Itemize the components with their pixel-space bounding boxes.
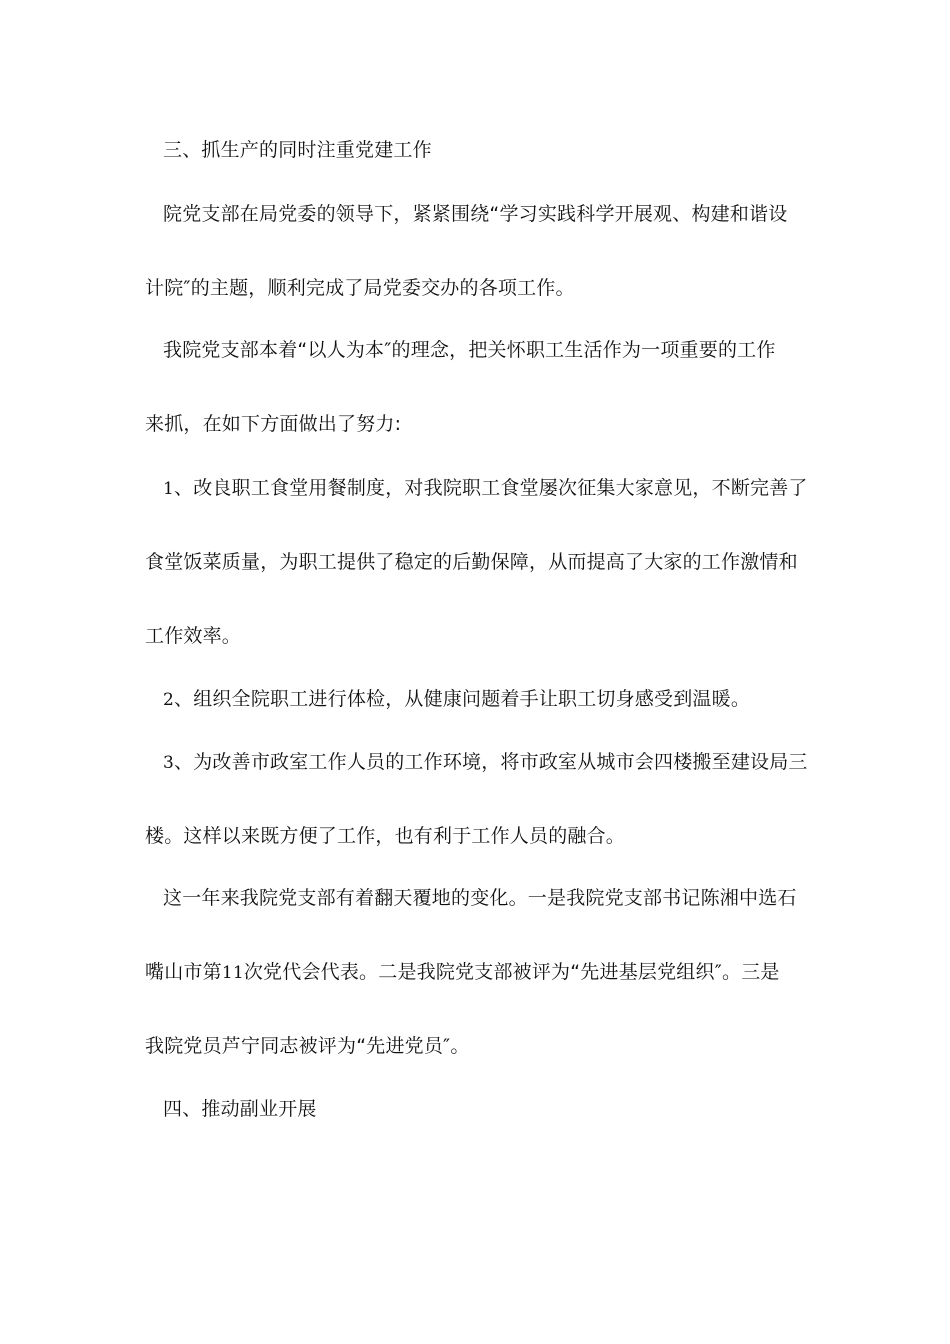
list-item-3-line-1 xyxy=(163,750,843,775)
list-item-1-line-1 xyxy=(163,476,843,501)
list-item-1-text: 、改良职工食堂用餐制度，对我院职工食堂屡次征集大家意见，不断完善了 xyxy=(174,477,808,499)
paragraph-3-line-2-number: 11 xyxy=(221,963,244,983)
paragraph-1-line-1: 院党支部在局党委的领导下，紧紧围绕“学习实践科学开展观、构建和谐设 xyxy=(163,203,788,225)
list-item-3-number: 3 xyxy=(163,753,175,773)
section-heading-4: 四、推动副业开展 xyxy=(163,1098,317,1120)
list-item-2-text: 、组织全院职工进行体检，从健康问题着手让职工切身感受到温暖。 xyxy=(174,688,751,710)
list-item-2-number: 2 xyxy=(163,690,175,710)
list-item-3-line-2: 楼。这样以来既方便了工作，也有利于工作人员的融合。 xyxy=(145,825,626,847)
paragraph-3-line-1: 这一年来我院党支部有着翻天覆地的变化。一是我院党支部书记陈湘中选石 xyxy=(163,887,797,909)
paragraph-2-line-1: 我院党支部本着“以人为本″的理念，把关怀职工生活作为一项重要的工作 xyxy=(163,339,776,361)
paragraph-3-line-2-end: 次党代会代表。二是我院党支部被评为“先进基层党组织″。三是 xyxy=(243,961,780,983)
paragraph-3-line-2-start: 嘴山市第 xyxy=(145,961,222,983)
section-heading-3: 三、抓生产的同时注重党建工作 xyxy=(163,139,432,161)
paragraph-3-line-3: 我院党员芦宁同志被评为“先进党员″。 xyxy=(145,1035,470,1057)
list-item-1-line-2: 食堂饭菜质量，为职工提供了稳定的后勤保障，从而提高了大家的工作激情和 xyxy=(145,551,798,573)
paragraph-3-line-2 xyxy=(145,960,825,985)
paragraph-2-line-2: 来抓，在如下方面做出了努力: xyxy=(145,413,402,435)
list-item-2-line-1 xyxy=(163,687,843,712)
paragraph-1-line-2: 计院″的主题，顺利完成了局党委交办的各项工作。 xyxy=(145,277,575,299)
list-item-1-number: 1 xyxy=(163,479,175,499)
list-item-3-text: 、为改善市政室工作人员的工作环境，将市政室从城市会四楼搬至建设局三 xyxy=(174,751,808,773)
list-item-1-line-3: 工作效率。 xyxy=(145,625,242,647)
